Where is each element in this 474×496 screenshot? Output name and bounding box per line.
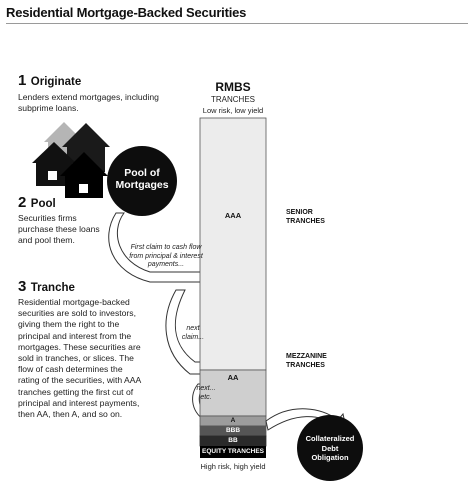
tranche-column [200,118,266,458]
bb-label: BB [228,437,238,444]
a-label: A [230,417,236,424]
cdo-label: Collateralized Debt Obligation [305,434,355,462]
step-description: Lenders extend mortgages, including subprime loans. [18,92,159,114]
step-tranche [18,278,75,296]
pool-label: Pool of Mortgages [115,167,169,191]
page-title: Residential Mortgage-Backed Securities [6,5,247,20]
bbb-label: BBB [225,427,241,434]
step-description: Residential mortgage-backed securities are sold to investors, giving them the right to the principal and interest from the mortgages. These securities are sold in tranches, or slices. The flow of cash determines the rating of the securities, with AAA tranches getting the first cut of principal and interest payments, then AA, then A, and so on. [18,297,141,420]
equity-label: EQUITY TRANCHES [202,448,264,455]
step-heading: Tranche [30,282,75,294]
step-heading: Pool [30,198,56,210]
step-number: 1 [18,72,27,89]
mezzanine-tranches-label: MEZZANINE TRANCHES [286,353,327,369]
step-description: Securities firms purchase these loans and pool them. [18,213,100,246]
aaa-label: AAA [224,211,242,220]
low-risk-note: Low risk, low yield [202,106,264,115]
step-pool [18,194,56,212]
step-number: 2 [18,194,27,211]
aa-label: AA [227,373,239,382]
step-heading: Originate [30,76,82,88]
step-originate [18,72,81,90]
high-risk-note: High risk, high yield [200,462,266,471]
houses-icon [32,122,110,198]
first-claim-label: First claim to cash flow from principal & interest payments... [129,244,203,268]
next-claim-label: next claim... [181,325,205,341]
senior-tranches-label: SENIOR TRANCHES [286,209,325,225]
rmbs-title: RMBS [215,80,251,94]
next-etc-label: next... etc. [196,385,216,401]
step-number: 3 [18,278,27,295]
rmbs-subtitle: TRANCHES [210,95,255,104]
